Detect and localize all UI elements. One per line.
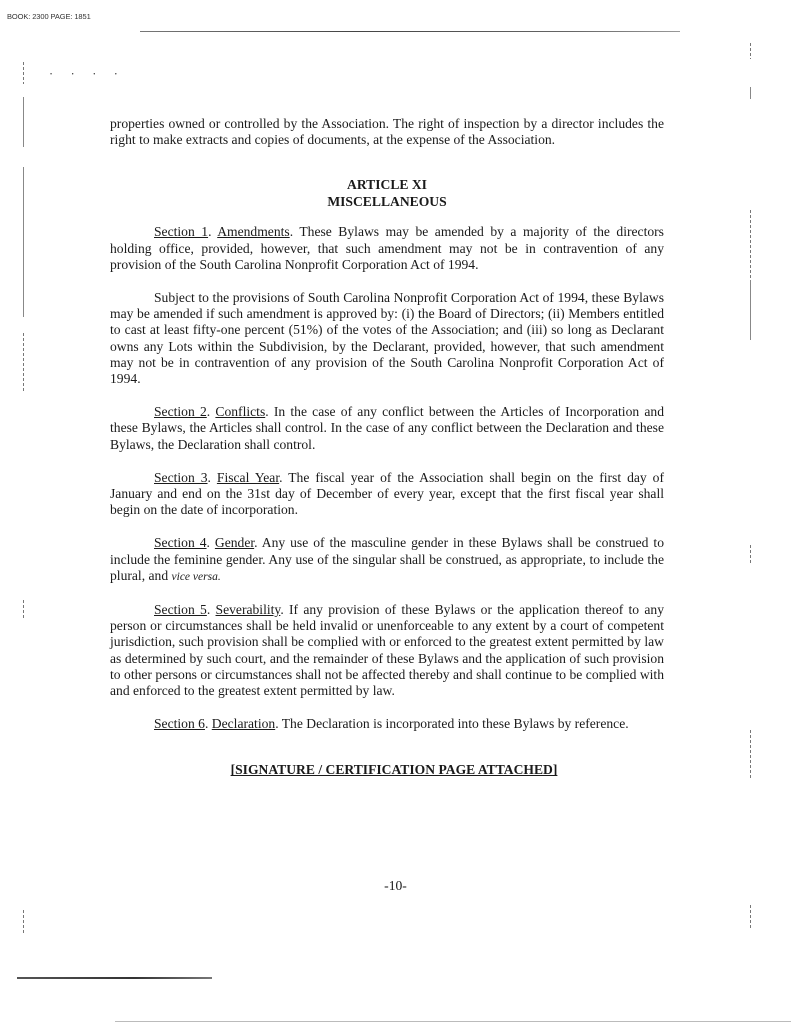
section-italic-text: vice versa. — [171, 570, 221, 583]
book-page-stamp: BOOK: 2300 PAGE: 1851 — [7, 12, 91, 21]
left-margin-mark — [23, 62, 24, 84]
section-text: These Bylaws may be amended by a majority of the directors holding office, provided, however, that such amendment may not be in contravention of any provision of the South Carolina Nonprofit Corporation Act of 1994. — [110, 224, 664, 272]
section-label: Section 5 — [154, 602, 207, 618]
section-label: Section 1 — [154, 224, 209, 240]
section-label: Section 3 — [154, 469, 208, 485]
attachment-note: [SIGNATURE / CERTIFICATION PAGE ATTACHED] — [230, 762, 558, 778]
right-margin-mark — [750, 210, 751, 280]
section-declaration: Section 6. Declaration. The Declaration is incorporated into these Bylaws by reference. — [154, 716, 629, 732]
section-title: Gender — [214, 535, 255, 551]
scan-dots: • • • • — [50, 72, 126, 78]
left-margin-mark — [23, 333, 24, 393]
right-margin-mark — [750, 87, 751, 99]
section-conflicts: Section 2. Conflicts. In the case of any conflict between the Articles of Incorporation and these Bylaws, the Articles shall control. In the case of any conflict between the Declaration and these Bylaws, the Declaration shall control. — [110, 404, 664, 452]
amendments-approval-paragraph — [110, 290, 664, 387]
section-severability: Section 5. Severability. If any provision of these Bylaws or the application thereof to any person or circumstances shall be held invalid or unenforceable to any extent by a court of competent jurisdiction, such provision shall be complied with or enforced to the greatest extent permitted by law as determined by such court, and the remainder of these Bylaws and the application of such provision to other persons or circumstances shall not be affected thereby and shall continue to be complied with and enforced to the greatest extent permitted by law. — [110, 602, 664, 699]
section-label: Section 4 — [154, 535, 207, 551]
right-margin-mark — [750, 545, 751, 565]
header-rule — [140, 31, 680, 32]
section-text: In the case of any conflict between the Articles of Incorporation and these Bylaws, the Articles shall control. In the case of any conflict between the Declaration and these Bylaws, the Declaration shall control. — [110, 404, 664, 452]
section-title: Amendments — [217, 224, 290, 240]
section-label: Section 2 — [154, 404, 207, 420]
section-amendments: Section 1. Amendments. These Bylaws may be amended by a majority of the directors holding office, provided, however, that such amendment may not be in contravention of any provision of the South Carolina Nonprofit Corporation Act of 1994. — [110, 224, 664, 272]
left-margin-mark — [23, 910, 24, 935]
page-number: -10- — [384, 878, 407, 893]
section-text: The Declaration is incorporated into these Bylaws by reference. — [278, 716, 629, 732]
section-fiscal-year: Section 3. Fiscal Year. The fiscal year of the Association shall begin on the first day of January and end on the 31st day of December of every year, except that the first fiscal year shall begin on the date of incorporation. — [110, 469, 664, 518]
section-text: Subject to the provisions of South Carolina Nonprofit Corporation Act of 1994, these Bylaws may be amended if such amendment is approved by: (i) the Board of Directors; (ii) Members entitled to cast at least fifty-one percent (51%) of the votes of the Association; and (iii) so long as Declarant owns any Lots within the Subdivision, by the Declarant, provided, however, that such amendment may not be in contravention of any provision of the South Carolina Nonprofit Corporation Act of 1994. — [110, 290, 664, 387]
right-margin-mark — [750, 280, 751, 340]
left-margin-mark — [23, 97, 24, 147]
section-text: If any provision of these Bylaws or the application thereof to any person or circumstances shall be held invalid or unenforceable to any extent by a court of competent jurisdiction, such provision shall be complied with or enforced to the greatest extent permitted by law as determined by such court, and the remainder of these Bylaws and the application of such provision to other persons or circumstances shall not be affected thereby and shall continue to be complied with and enforced to the greatest extent permitted by law. — [110, 602, 664, 699]
article-title: MISCELLANEOUS — [327, 194, 447, 210]
scan-edge-line — [115, 1021, 791, 1022]
section-title: Severability — [215, 602, 281, 618]
right-margin-mark — [750, 43, 751, 59]
right-margin-mark — [750, 730, 751, 780]
right-margin-mark — [750, 905, 751, 930]
section-title: Declaration — [211, 716, 276, 732]
section-gender: Section 4. Gender. Any use of the masculine gender in these Bylaws shall be construed to include the feminine gender. Any use of the singular shall be construed, as appropriate, to include the plural, and vice versa. — [110, 535, 664, 583]
continuation-paragraph: properties owned or controlled by the Association. The right of inspection by a director includes the right to make extracts and copies of documents, at the expense of the Association. — [110, 116, 664, 148]
section-title: Conflicts — [215, 404, 266, 420]
section-title: Fiscal Year — [216, 469, 280, 485]
section-text: Any use of the masculine gender in these Bylaws shall be construed to include the feminine gender. Any use of the singular shall be construed, as appropriate, to include the plural, and — [110, 535, 664, 583]
left-margin-mark — [23, 167, 24, 317]
article-number: ARTICLE XI — [347, 177, 427, 193]
footer-rule — [17, 977, 212, 979]
document-body — [110, 116, 664, 779]
left-margin-mark — [23, 600, 24, 620]
section-label: Section 6 — [154, 716, 205, 732]
section-text: The fiscal year of the Association shall begin on the first day of January and end on the 31st day of December of every year, except that the first fiscal year shall begin on the date of incorporation. — [110, 469, 664, 518]
